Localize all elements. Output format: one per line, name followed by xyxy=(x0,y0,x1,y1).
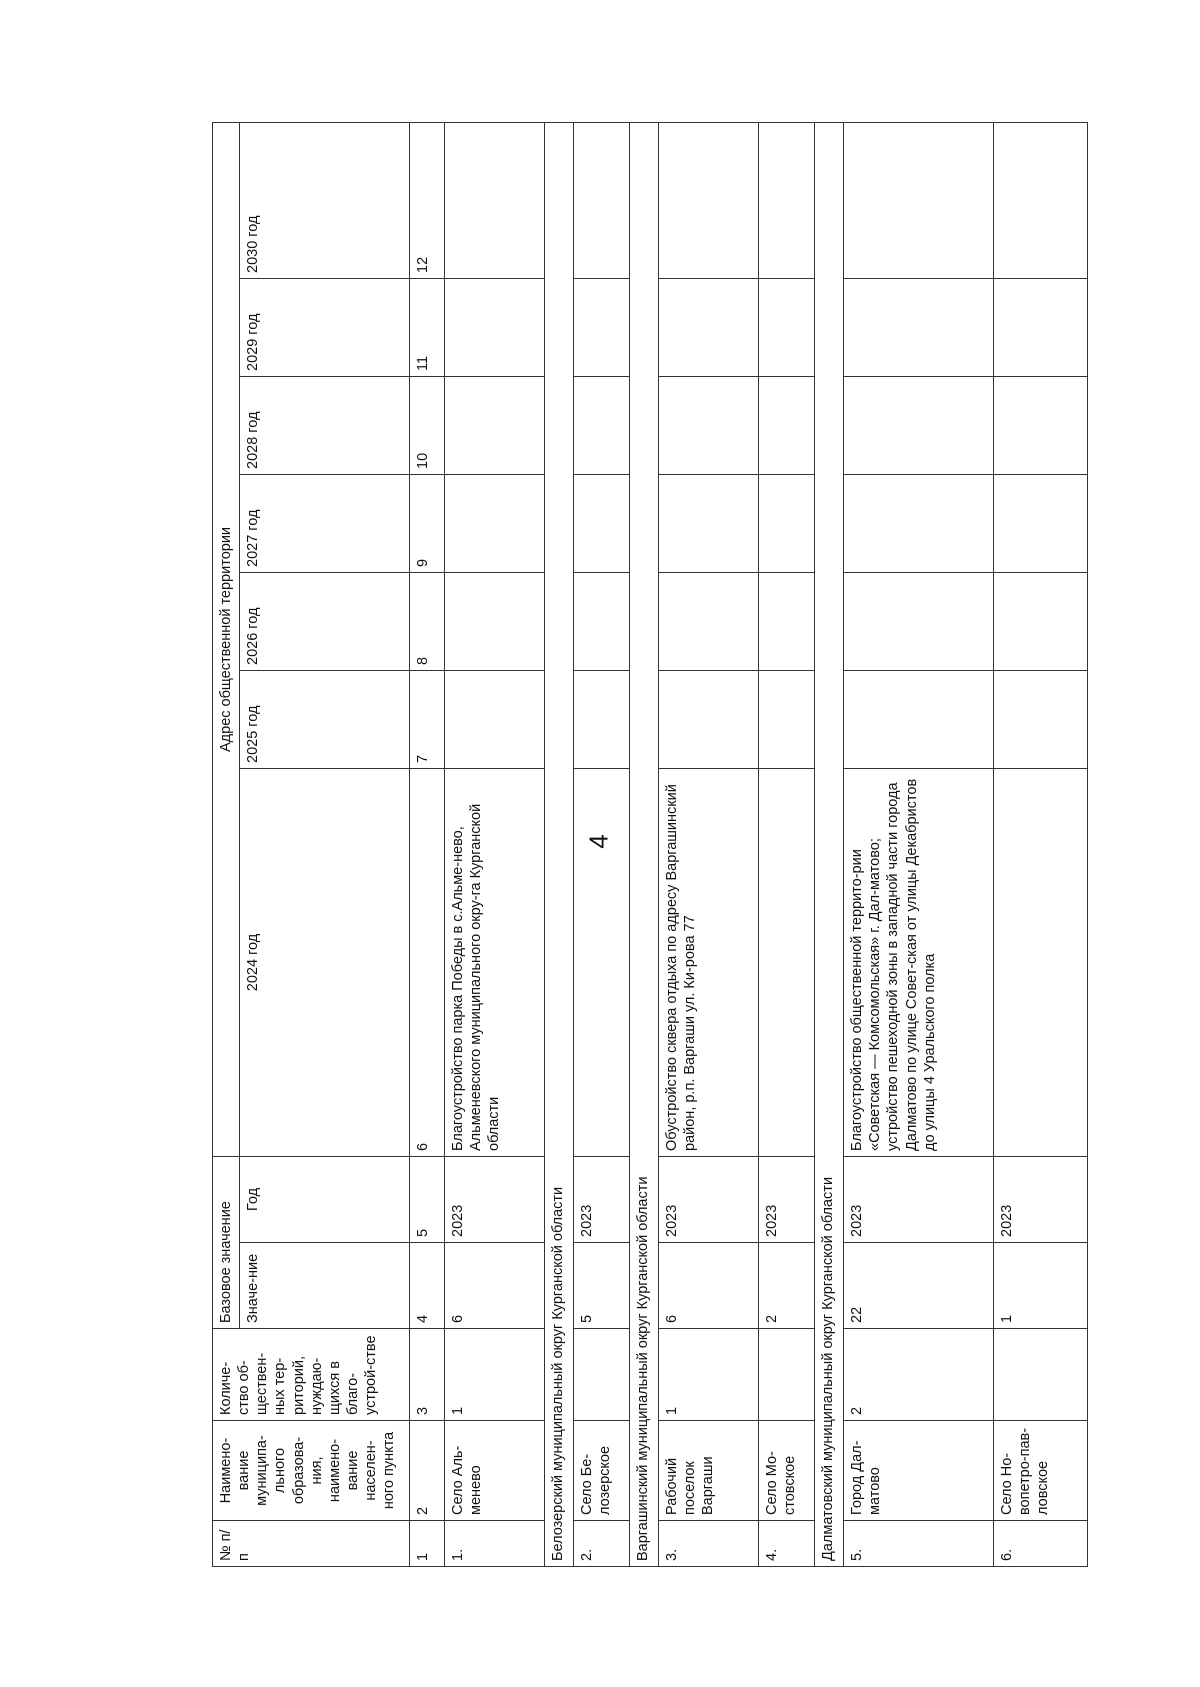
row-num: 6. xyxy=(994,1521,1088,1567)
row-count xyxy=(994,1329,1088,1421)
col-number: 1 xyxy=(410,1521,445,1567)
row-count: 1 xyxy=(445,1329,545,1421)
row-count: 2 xyxy=(844,1329,994,1421)
row-value: 5 xyxy=(574,1243,630,1329)
row-name: Село Бе-лозерское xyxy=(574,1421,630,1521)
col-number: 10 xyxy=(410,376,445,474)
col-number: 5 xyxy=(410,1156,445,1242)
row-num: 2. xyxy=(574,1521,630,1567)
table-row xyxy=(994,122,1088,1566)
col-number: 7 xyxy=(410,670,445,768)
header-base-year: Год xyxy=(240,1156,410,1242)
table-row xyxy=(574,122,630,1566)
row-name: Рабочий поселок Варгаши xyxy=(659,1421,759,1521)
row-num: 4. xyxy=(759,1521,815,1567)
col-number: 12 xyxy=(410,122,445,278)
row-count xyxy=(759,1329,815,1421)
region-row xyxy=(815,122,844,1566)
row-year: 2023 xyxy=(844,1156,994,1242)
table-row xyxy=(445,122,545,1566)
header-2029: 2029 год xyxy=(240,278,410,376)
region-row xyxy=(630,122,659,1566)
row-value: 22 xyxy=(844,1243,994,1329)
header-2027: 2027 год xyxy=(240,474,410,572)
header-2025: 2025 год xyxy=(240,670,410,768)
row-value: 1 xyxy=(994,1243,1088,1329)
row-name: Село Аль-менево xyxy=(445,1421,545,1521)
row-num: 1. xyxy=(445,1521,545,1567)
col-number: 3 xyxy=(410,1329,445,1421)
header-2028: 2028 год xyxy=(240,376,410,474)
header-address: Адрес общественной территории xyxy=(213,122,240,1156)
row-year: 2023 xyxy=(759,1156,815,1242)
region-row xyxy=(545,122,574,1566)
region-label: Варгашинский муниципальный округ Курганской области xyxy=(630,122,659,1566)
public-territories-table xyxy=(212,122,1088,1567)
row-2024 xyxy=(994,768,1088,1156)
col-number: 9 xyxy=(410,474,445,572)
table-row xyxy=(659,122,759,1566)
header-name: Наимено-вание муниципа-льного образова-ния, наимено-вание населен-ного пункта xyxy=(213,1421,410,1521)
row-name: Село Но-вопетро-пав-ловское xyxy=(994,1421,1088,1521)
rotated-table-container xyxy=(212,123,1200,1567)
row-name: Село Мо-стовское xyxy=(759,1421,815,1521)
row-year: 2023 xyxy=(659,1156,759,1242)
col-number: 4 xyxy=(410,1243,445,1329)
region-label: Далматовский муниципальный округ Курганской области xyxy=(815,122,844,1566)
row-2024: Обустройство сквера отдыха по адресу Варгашинский район, р.п. Варгаши ул. Ки-рова 77 xyxy=(659,768,759,1156)
header-2026: 2026 год xyxy=(240,572,410,670)
header-2030: 2030 год xyxy=(240,122,410,278)
row-2024 xyxy=(574,768,630,1156)
row-year: 2023 xyxy=(445,1156,545,1242)
column-numbers-row xyxy=(410,122,445,1566)
row-value: 6 xyxy=(659,1243,759,1329)
col-number: 11 xyxy=(410,278,445,376)
row-num: 3. xyxy=(659,1521,759,1567)
row-2024 xyxy=(759,768,815,1156)
col-number: 6 xyxy=(410,768,445,1156)
row-2024: Благоустройство парка Победы в с.Альме-нево, Альменевского муниципального окру-га Курганской области xyxy=(445,768,545,1156)
row-year: 2023 xyxy=(574,1156,630,1242)
page-number: 4 xyxy=(583,834,614,849)
header-num: № п/п xyxy=(213,1521,410,1567)
row-value: 6 xyxy=(445,1243,545,1329)
region-label: Белозерский муниципальный округ Курганской области xyxy=(545,122,574,1566)
row-value: 2 xyxy=(759,1243,815,1329)
row-num: 5. xyxy=(844,1521,994,1567)
table-row xyxy=(759,122,815,1566)
row-count xyxy=(574,1329,630,1421)
row-year: 2023 xyxy=(994,1156,1088,1242)
header-2024: 2024 год xyxy=(240,768,410,1156)
col-number: 2 xyxy=(410,1421,445,1521)
table-row xyxy=(844,122,994,1566)
row-count: 1 xyxy=(659,1329,759,1421)
col-number: 8 xyxy=(410,572,445,670)
header-count: Количе-ство об-ществен-ных тер-риторий, нуждаю-щихся в благо-устрой-стве xyxy=(213,1329,410,1421)
row-2024: Благоустройство общественной террито-рии «Советская — Комсомольская» г. Дал-матово; устройство пешеходной зоны в западной части города Далматово по улице Совет-ская от улицы Декабристов до улицы 4 Уральского полка xyxy=(844,768,994,1156)
header-base: Базовое значение xyxy=(213,1156,240,1328)
row-name: Город Дал-матово xyxy=(844,1421,994,1521)
header-base-value: Значе-ние xyxy=(240,1243,410,1329)
